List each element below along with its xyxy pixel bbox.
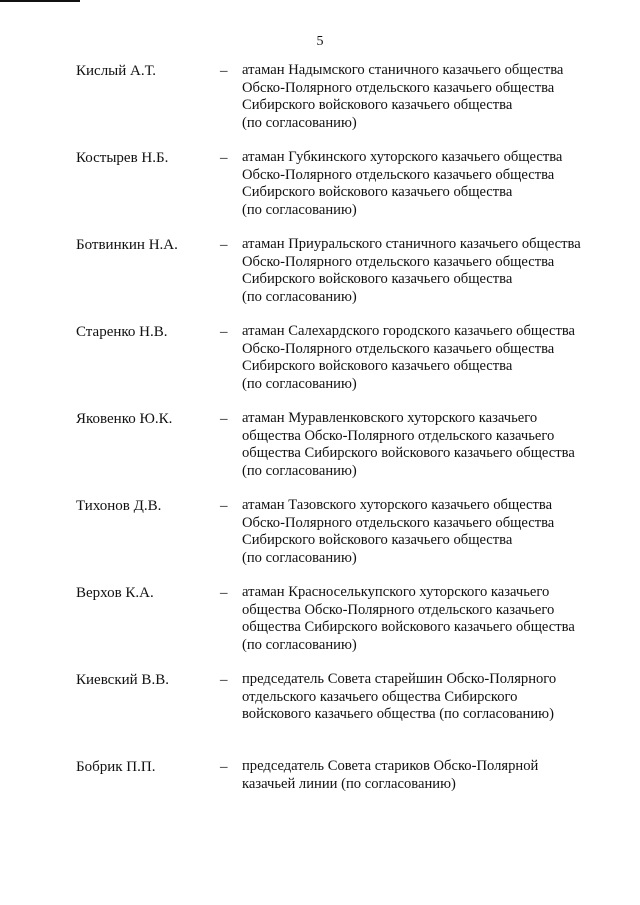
list-entry-1 bbox=[0, 62, 640, 149]
list-entry-5 bbox=[0, 410, 640, 497]
member-position: атаман Приуральского станичного казачьего общества Обско-Полярного отдельского казачьего общества Сибирского войскового казачьего общества (по согласованию) bbox=[242, 236, 581, 305]
member-name: Яковенко Ю.К. bbox=[76, 411, 173, 427]
list-entry-3 bbox=[0, 236, 640, 323]
list-entry-8 bbox=[0, 671, 640, 758]
member-name: Бобрик П.П. bbox=[76, 759, 156, 775]
member-name: Тихонов Д.В. bbox=[76, 498, 162, 514]
member-position: атаман Тазовского хуторского казачьего общества Обско-Полярного отдельского казачьего общества Сибирского войскового казачьего общества (по согласованию) bbox=[242, 497, 555, 566]
member-name: Киевский В.В. bbox=[76, 672, 169, 688]
member-name: Старенко Н.В. bbox=[76, 324, 168, 340]
member-position: атаман Красноселькупского хуторского казачьего общества Обско-Полярного отдельского казачьего общества Сибирского войскового казачьего общества (по согласованию) bbox=[242, 584, 575, 653]
top-left-rule bbox=[0, 0, 80, 2]
member-list bbox=[0, 62, 640, 845]
list-entry-4 bbox=[0, 323, 640, 410]
dash-separator: – bbox=[220, 150, 228, 166]
member-position: атаман Муравленковского хуторского казачьего общества Обско-Полярного отдельского казачьего общества Сибирского войскового казачьего общества (по согласованию) bbox=[242, 410, 575, 479]
list-entry-7 bbox=[0, 584, 640, 671]
page-number: 5 bbox=[316, 34, 324, 49]
dash-separator: – bbox=[220, 411, 228, 427]
member-name: Ботвинкин Н.А. bbox=[76, 237, 178, 253]
member-position: председатель Совета стариков Обско-Полярной казачьей линии (по согласованию) bbox=[242, 758, 539, 792]
dash-separator: – bbox=[220, 63, 228, 79]
member-position: атаман Салехардского городского казачьего общества Обско-Полярного отдельского казачьего общества Сибирского войскового казачьего общества (по согласованию) bbox=[242, 323, 575, 392]
dash-separator: – bbox=[220, 237, 228, 253]
member-name: Верхов К.А. bbox=[76, 585, 154, 601]
list-entry-2 bbox=[0, 149, 640, 236]
member-name: Костырев Н.Б. bbox=[76, 150, 169, 166]
dash-separator: – bbox=[220, 324, 228, 340]
member-position: атаман Надымского станичного казачьего общества Обско-Полярного отдельского казачьего общества Сибирского войскового казачьего общества (по согласованию) bbox=[242, 62, 564, 131]
dash-separator: – bbox=[220, 759, 228, 775]
member-position: атаман Губкинского хуторского казачьего общества Обско-Полярного отдельского казачьего общества Сибирского войскового казачьего общества (по согласованию) bbox=[242, 149, 563, 218]
list-entry-9 bbox=[0, 758, 640, 845]
list-entry-6 bbox=[0, 497, 640, 584]
member-position: председатель Совета старейшин Обско-Полярного отдельского казачьего общества Сибирского войскового казачьего общества (по согласованию) bbox=[242, 671, 557, 722]
member-name: Кислый А.Т. bbox=[76, 63, 157, 79]
dash-separator: – bbox=[220, 498, 228, 514]
dash-separator: – bbox=[220, 585, 228, 601]
dash-separator: – bbox=[220, 672, 228, 688]
